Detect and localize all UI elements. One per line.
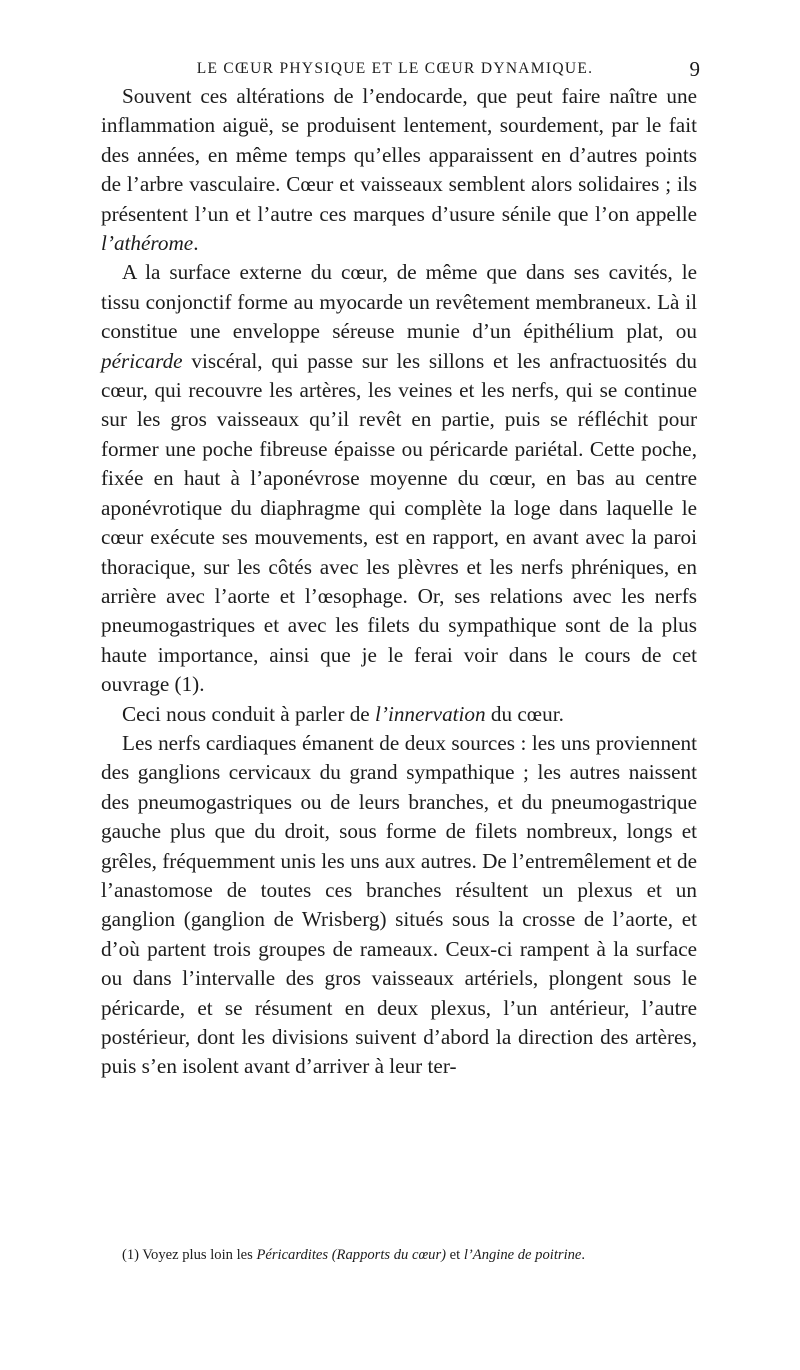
paragraph-pericarde [101, 258, 697, 699]
paragraph-innervation-intro [101, 700, 697, 729]
footnote-emphasis: Péricardites (Rapports du cœur) [256, 1247, 447, 1263]
paragraph-text: viscéral, qui passe sur les sillons et les anfractuosités du cœur, qui recouvre les artères, les veines et les nerfs, qui se continue sur les gros vaisseaux qu’il revêt en partie, puis se réfléchit pour former une poche fibreuse épaisse ou péricarde pariétal. Cette poche, fixée en haut à l’aponévrose moyenne du cœur, en bas au centre aponévrotique du diaphragme qui complète la loge dans laquelle le cœur exécute ses mouvements, est en rapport, en avant avec la paroi thoracique, sur les côtés avec les plèvres et les nerfs phréniques, en arrière avec l’aorte et l’œsophage. Or, ses relations avec les nerfs pneumogastriques et avec les filets du sympathique sont de la plus haute importance, ainsi que je le ferai voir dans le cours de cet ouvrage (1). [101, 348, 697, 697]
running-title: LE CŒUR PHYSIQUE ET LE CŒUR DYNAMIQUE. [196, 60, 594, 77]
emphasis: l’innervation [375, 701, 486, 726]
footnote-text: et [446, 1247, 464, 1263]
paragraph-text: du cœur. [485, 701, 564, 726]
footnote-emphasis: l’Angine de poitrine [463, 1247, 582, 1263]
emphasis: péricarde [101, 348, 183, 373]
paragraph-text: Souvent ces altérations de l’endocarde, que peut faire naître une inflammation aiguë, se produisent lentement, sourdement, par le fait des années, en même temps qu’elles apparaissent en d’autres points de l’arbre vasculaire. Cœur et vaisseaux semblent alors solidaires ; ils présentent l’un et l’autre ces marques d’usure sénile que l’on appelle [101, 84, 697, 226]
footnote-text: . [581, 1247, 586, 1263]
paragraph-text: Les nerfs cardiaques émanent de deux sources : les uns proviennent des ganglions cervicaux du grand sympathique ; les autres naissent des pneumogastriques ou de leurs branches, et du pneumogastrique gauche plus que du droit, sous forme de filets nombreux, longs et grêles, fréquemment unis les uns aux autres. De l’entremêlement et de l’anastomose de toutes ces branches résultent un plexus et un ganglion (ganglion de Wrisberg) situés sous la crosse de l’aorte, et d’où partent trois groupes de rameaux. Ceux-ci rampent à la surface ou dans l’intervalle des gros vaisseaux artériels, plongent sous le péricarde, et se résument en deux plexus, l’un antérieur, l’autre postérieur, dont les divisions suivent d’abord la direction des artères, puis s’en isolent avant d’arriver à leur ter- [101, 730, 697, 1079]
paragraph-atherome [101, 82, 697, 258]
footnote [101, 1246, 701, 1264]
emphasis: l’athérome [101, 231, 194, 256]
paragraph-text: A la surface externe du cœur, de même que dans ses cavités, le tissu conjonctif forme au myocarde un revêtement membraneux. Là il constitue une enveloppe séreuse munie d’un épithélium plat, ou [101, 260, 697, 344]
running-head [100, 57, 700, 84]
paragraph-text: Ceci nous conduit à parler de [122, 701, 375, 726]
footnote-text: (1) Voyez plus loin les [122, 1247, 257, 1263]
page-number: 9 [689, 57, 700, 81]
paragraph-nerfs-cardiaques [101, 729, 697, 1082]
paragraph-text: . [193, 231, 199, 256]
body-text [101, 82, 697, 1082]
